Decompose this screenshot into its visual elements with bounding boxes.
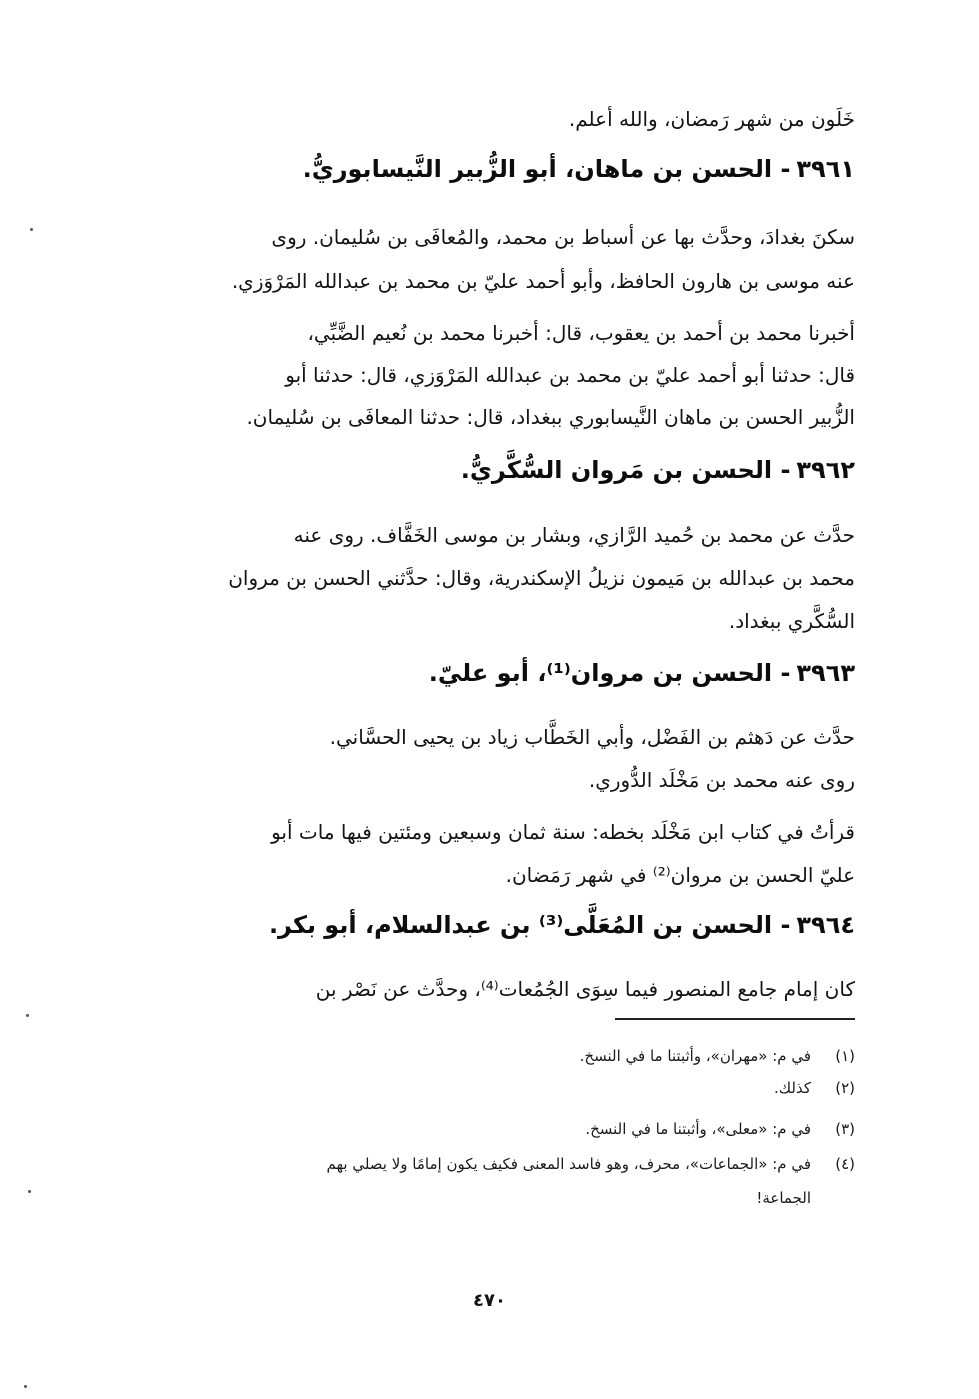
footnote-4: [140, 1152, 855, 1176]
text-line: عليّ الحسن بن مروان⁽²⁾ في شهر رَمَضان.: [505, 863, 855, 887]
footnote-2: [140, 1076, 855, 1100]
text-line: كان إمام جامع المنصور فيما سِوَى الجُمُعات⁽⁴⁾، وحدَّث عن نَصْر بن: [315, 977, 855, 1001]
entry-number: ٣٩٦٢: [796, 456, 855, 484]
entry-number: ٣٩٦٤: [796, 911, 855, 939]
entry-title: - الحسن بن مروان⁽¹⁾، أبو عليّ.: [428, 659, 791, 687]
entry-title: - الحسن بن مَروان السُّكَّريُّ.: [460, 456, 791, 484]
text-line: أخبرنا محمد بن أحمد بن يعقوب، قال: أخبرنا محمد بن نُعيم الضَّبِّي،: [307, 321, 855, 345]
entry-number: ٣٩٦١: [796, 155, 855, 183]
scan-speck: [28, 1190, 31, 1193]
footnote-text: كذلك.: [774, 1079, 811, 1097]
text-line: سكنَ بغدادَ، وحدَّث بها عن أسباط بن محمد، والمُعافَى بن سُليمان. روى: [271, 225, 855, 249]
entry-title: - الحسن بن ماهان، أبو الزُّبير النَّيسابوريُّ.: [302, 155, 791, 183]
footnote-number: (٢): [835, 1079, 855, 1097]
footnote-number: (٤): [835, 1155, 855, 1173]
text-line: روى عنه محمد بن مَخْلَد الدُّوري.: [588, 768, 855, 792]
footnote-text: في م: «مهران»، وأثبتنا ما في النسخ.: [579, 1047, 811, 1065]
footnote-text: في م: «معلى»، وأثبتنا ما في النسخ.: [585, 1120, 811, 1138]
scan-speck: [24, 1385, 27, 1388]
main-text-column: [140, 0, 855, 1399]
page-number: ٤٧٠: [473, 1290, 506, 1311]
entry-heading-3962: [140, 453, 855, 487]
footnote-divider: [615, 1018, 855, 1020]
text-line: حدَّث عن دَهثم بن الفَضْل، وأبي الخَطَّاب زياد بن يحيى الحسَّاني.: [329, 725, 855, 749]
text-line: محمد بن عبدالله بن مَيمون نزيلُ الإسكندرية، وقال: حدَّثني الحسن بن مروان: [228, 566, 855, 590]
text-line: قرأتُ في كتاب ابن مَخْلَد بخطه: سنة ثمان وسبعين ومئتين فيها مات أبو: [271, 820, 855, 844]
entry-title: - الحسن بن المُعَلَّى⁽³⁾ بن عبدالسلام، أبو بكر.: [268, 911, 791, 939]
text-line: خَلَون من شهر رَمضان، والله أعلم.: [568, 107, 855, 131]
scan-speck: [30, 228, 33, 231]
scan-speck: [26, 1014, 29, 1017]
text-line: عنه موسى بن هارون الحافظ، وأبو أحمد عليّ بن محمد بن عبدالله المَرْوَزي.: [231, 269, 855, 293]
footnote-number: (١): [835, 1047, 855, 1065]
footnote-4-continued: [140, 1186, 855, 1210]
footnote-text: في م: «الجماعات»، محرف، وهو فاسد المعنى فكيف يكون إمامًا ولا يصلي بهم: [326, 1155, 811, 1173]
entry-heading-3961: [140, 152, 855, 186]
text-line: السُّكَّري ببغداد.: [728, 609, 855, 633]
text-line: قال: حدثنا أبو أحمد عليّ بن محمد بن عبدالله المَرْوَزي، قال: حدثنا أبو: [285, 363, 855, 387]
entry-heading-3964: [140, 908, 855, 942]
footnote-text: الجماعة!: [756, 1189, 811, 1207]
footnote-3: [140, 1117, 855, 1141]
text-line: الزُّبير الحسن بن ماهان النَّيسابوري ببغداد، قال: حدثنا المعافَى بن سُليمان.: [246, 405, 855, 429]
text-line: حدَّث عن محمد بن حُميد الرَّازي، وبشار بن موسى الخَفَّاف. روى عنه: [293, 523, 855, 547]
footnote-1: [140, 1044, 855, 1068]
entry-number: ٣٩٦٣: [796, 659, 855, 687]
entry-heading-3963: [140, 656, 855, 690]
footnote-number: (٣): [835, 1120, 855, 1138]
